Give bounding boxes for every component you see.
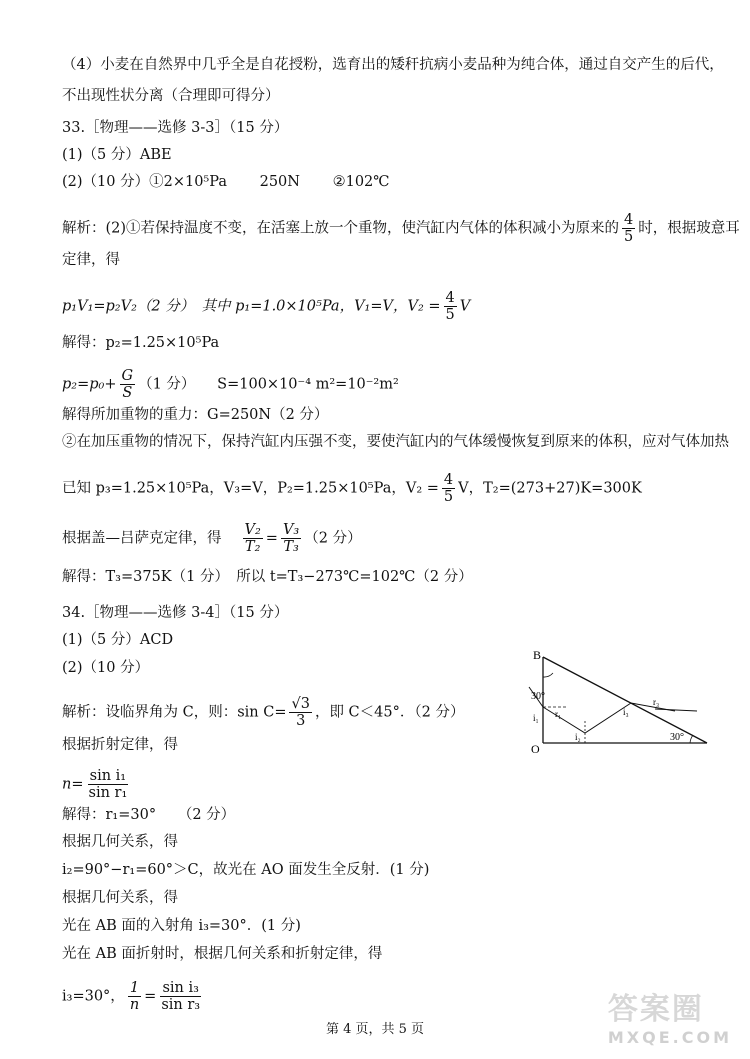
fraction-denominator: T₂	[244, 539, 261, 555]
fraction	[289, 696, 311, 729]
fraction-numerator: 4	[445, 290, 455, 306]
label-i1: i₁	[533, 713, 539, 723]
angle-arc	[543, 673, 553, 677]
label-i3: i₃	[623, 707, 629, 717]
fraction-denominator: T₃	[283, 539, 299, 555]
text-line: 根据几何关系，得	[62, 890, 178, 906]
fraction	[87, 768, 130, 801]
text-line: 根据几何关系，得	[62, 834, 178, 850]
section-title-q34: 34.［物理——选修 3-4］（15 分）	[62, 605, 289, 621]
fraction-denominator: 5	[443, 489, 454, 505]
edge-ba	[543, 657, 707, 743]
page-footer: 第 4 页，共 5 页	[325, 1022, 425, 1037]
equation-line	[62, 980, 205, 1013]
angle-arc	[690, 735, 693, 743]
analysis-line	[62, 212, 740, 245]
answer-part: ②102℃	[332, 174, 390, 190]
answer-line: (2)（10 分）	[62, 660, 150, 676]
answer-line: (1)（5 分）ACD	[62, 632, 174, 648]
equation-line	[62, 368, 399, 401]
fraction	[120, 368, 136, 401]
text-segment: ，即 C＜45°．（2 分）	[314, 704, 465, 721]
fraction	[128, 980, 141, 1013]
answer-line	[62, 172, 390, 192]
fraction	[622, 212, 635, 245]
text-line: 解得：r₁=30° （2 分）	[62, 807, 236, 823]
fraction-denominator: 5	[624, 229, 634, 245]
watermark-logo: 答案圈	[607, 992, 704, 1027]
fraction-denominator: sin r₃	[161, 997, 201, 1013]
fraction-numerator: √3	[291, 696, 310, 712]
fraction-numerator: G	[121, 368, 134, 384]
label-r1: r₁	[555, 709, 562, 719]
fraction	[243, 522, 263, 555]
fraction-denominator: 5	[445, 307, 455, 323]
fraction-numerator: sin i₃	[162, 980, 199, 996]
fraction	[444, 290, 457, 323]
text-segment: （1 分） S=100×10⁻⁴ m²=10⁻²m²	[138, 376, 399, 393]
equation-line	[62, 768, 132, 801]
text-line: 不出现性状分离（合理即可得分）	[62, 88, 280, 104]
angle-label-top: 30°	[531, 691, 545, 702]
fraction	[281, 522, 301, 555]
fraction-denominator: 3	[296, 713, 306, 729]
text-segment: 根据盖—吕萨克定律，得	[62, 530, 222, 547]
text-segment: V，T₂=(273+27)K=300K	[458, 480, 642, 497]
fraction	[159, 980, 202, 1013]
equation-line: 解得：p₂=1.25×10⁵Pa	[62, 335, 220, 351]
label-o: O	[531, 742, 540, 756]
text-segment: i₃=30°，	[62, 988, 125, 1005]
fraction-numerator: 4	[443, 472, 454, 488]
answer-part: 250N	[259, 174, 300, 190]
text-segment: （2 分）	[304, 530, 362, 547]
text-line: 解得：T₃=375K（1 分） 所以 t=T₃−273℃=102℃（2 分）	[62, 569, 473, 585]
angle-label-bottom: 30°	[670, 732, 684, 743]
answer-part: (2)（10 分）①2×10⁵Pa	[62, 174, 227, 190]
text-segment: =	[144, 988, 157, 1005]
watermark-url: MXQE.COM	[607, 1028, 732, 1047]
text-line: 根据折射定律，得	[62, 737, 178, 753]
equation-line	[62, 472, 642, 505]
text-line: 光在 AB 面折射时，根据几何关系和折射定律，得	[62, 946, 383, 962]
fraction-numerator: sin i₁	[89, 768, 127, 784]
fraction-numerator: 4	[624, 212, 634, 228]
fraction-numerator: 1	[129, 980, 140, 996]
optics-diagram	[525, 645, 715, 760]
text-segment: p₂=p₀+	[62, 376, 117, 393]
label-r3: r₃	[653, 697, 660, 707]
text-line: 定律，得	[62, 252, 120, 268]
text-segment: n=	[62, 776, 84, 793]
text-segment: 解析：设临界角为 C，则：sin C=	[62, 704, 287, 721]
text-segment: 时，根据玻意耳	[638, 220, 740, 237]
fraction	[442, 472, 455, 505]
emergent-ray	[655, 709, 697, 711]
equation-line: 根据盖—吕萨克定律，得 $\frac{\text{V₂}}{\text{T₂}}$ = $\frac{\text{V₃}}{\text{T₃}}$ （2 分）	[62, 522, 362, 555]
text-line: ②在加压重物的情况下，保持汽缸内压强不变，要使汽缸内的气体缓慢恢复到原来的体积，应对气体加热	[62, 434, 729, 450]
light-path	[543, 703, 675, 733]
text-segment: p₁V₁=p₂V₂（2 分） 其中 p₁=1.0×10⁵Pa，V₁=V，V₂ =	[62, 298, 441, 315]
fraction-numerator: V₂	[244, 522, 261, 538]
text-segment: 解析：(2)①若保持温度不变，在活塞上放一个重物，使汽缸内气体的体积减小为原来的	[62, 220, 620, 237]
text-line: 光在 AB 面的入射角 i₃=30°．(1 分)	[62, 918, 301, 934]
answer-line: (1)（5 分）ABE	[62, 147, 172, 163]
fraction-denominator: sin r₁	[88, 785, 128, 801]
fraction-numerator: V₃	[282, 522, 300, 538]
text-segment: V	[459, 298, 471, 315]
text-segment: 已知 p₃=1.25×10⁵Pa，V₃=V，P₂=1.25×10⁵Pa，V₂ =	[62, 480, 439, 497]
analysis-line	[62, 696, 464, 729]
section-title-q33: 33.［物理——选修 3-3］（15 分）	[62, 120, 289, 136]
text-line: i₂=90°−r₁=60°＞C，故光在 AO 面发生全反射．(1 分)	[62, 862, 430, 878]
text-line: （4）小麦在自然界中几乎全是自花授粉，选育出的矮秆抗病小麦品种为纯合体，通过自交产生的后代，	[62, 57, 724, 73]
text-line: 解得所加重物的重力：G=250N（2 分）	[62, 407, 329, 423]
fraction-denominator: S	[122, 385, 133, 401]
fraction-denominator: n	[129, 997, 140, 1013]
label-i2: i₂	[575, 732, 581, 742]
watermark	[608, 984, 732, 1047]
label-b: B	[533, 648, 542, 662]
equation-line	[62, 290, 470, 323]
